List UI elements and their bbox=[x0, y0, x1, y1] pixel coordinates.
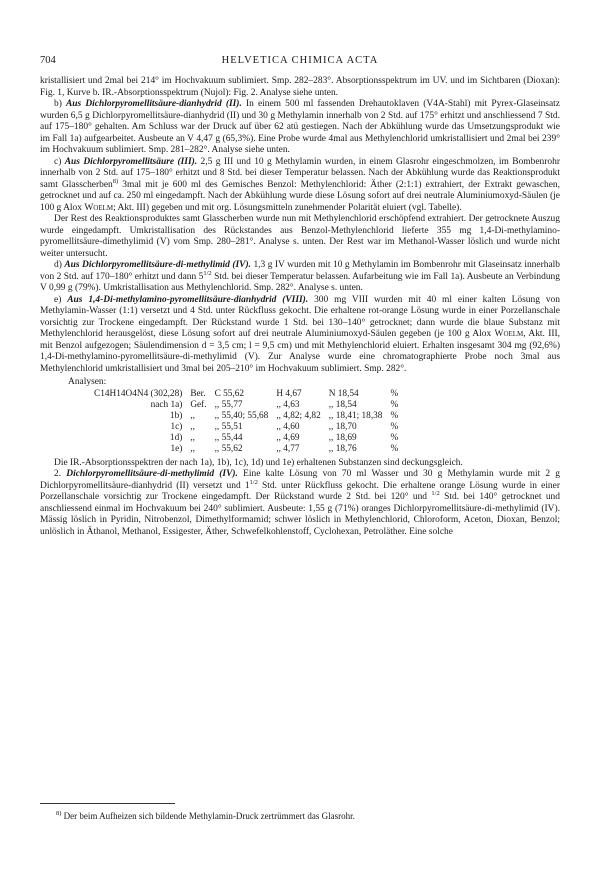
paragraph-d: d) Aus Dichlorpyromellitsäure-di-methylimid (IV). 1,3 g IV wurden mit 10 g Methylamin im Bombenrohr mit Glaseinsatz innerhalb von 2 Std. auf 170–180° erhitzt und dann $5^{1/2}$ Std. bei dieser Temperatur belassen. Aufarbeitung wie im Fall 1a). Ausbeute an Verbindung V 0,99 g (79%). Umkristallisation aus Methylenchlorid. Smp. 282°. Analyse s. unten. bbox=[40, 260, 560, 293]
analysis-kind: ,, bbox=[190, 443, 195, 454]
analysis-unit: % bbox=[390, 410, 399, 421]
subsection-heading-c: Aus Dichlorpyromellitsäure (III). bbox=[64, 156, 198, 167]
paragraph-continuation: kristallisiert und 2mal bei 214° im Hochvakuum sublimiert. Smp. 282–283°. Absorptionsspektrum im UV. und im Sichtbaren (Dioxan): Fig. 1, Kurve b. IR.-Absorptionsspektrum (Nujol): Fig. 2. Analyse siehe unten. bbox=[40, 76, 560, 98]
paragraph-b: b) Aus Dichlorpyromellitsäure-dianhydrid (II). In einem 500 ml fassenden Drehautoklaven (V4A-Stahl) mit Pyrex-Glaseinsatz wurden 6,5 g Dichlorpyromellitsäure-dianhydrid (II) und 30 g Methylamin innerhalb von 2 Std. auf 175° erhitzt und anschliessend 7 Std. auf 175–180° gehalten. Am Schluss war der Druck auf über 62 atü gestiegen. Nach der Abkühlung wurde das Umsetzungsprodukt wie im Fall 1a) aufgearbeitet. Ausbeute an V 4,47 g (65,3%). Eine Probe wurde 4mal aus Methylenchlorid umkristallisiert und 2mal bei 239° im Hochvakuum sublimiert. Smp. 281–282°. Analyse siehe unten. bbox=[40, 99, 560, 155]
analysis-nitrogen: ,, 18,54 bbox=[328, 399, 357, 410]
analysis-unit: % bbox=[390, 432, 399, 443]
analysis-hydrogen: ,, 4,77 bbox=[276, 443, 300, 454]
analysis-carbon: C 55,62 bbox=[214, 388, 245, 399]
analysis-label: 1e) bbox=[170, 443, 183, 454]
analysis-row bbox=[90, 422, 402, 433]
analyses-table bbox=[90, 389, 402, 455]
running-header bbox=[40, 55, 560, 69]
article-body bbox=[40, 76, 560, 538]
analysis-kind: ,, bbox=[190, 432, 195, 443]
analysis-hydrogen: ,, 4,69 bbox=[276, 432, 300, 443]
analysis-carbon: ,, 55,62 bbox=[214, 443, 243, 454]
analysis-carbon: ,, 55,44 bbox=[214, 432, 243, 443]
analysis-label: 1b) bbox=[169, 410, 183, 421]
analysis-kind: Gef. bbox=[190, 399, 207, 410]
analysis-unit: % bbox=[390, 443, 399, 454]
footnote-text: Der beim Aufheizen sich bildende Methylamin-Druck zertrümmert das Glasrohr. bbox=[63, 811, 355, 821]
footnote-divider bbox=[40, 803, 175, 804]
analysis-row bbox=[90, 433, 402, 444]
journal-title: HELVETICA CHIMICA ACTA bbox=[221, 55, 379, 66]
analysis-nitrogen: ,, 18,41; 18,38 bbox=[328, 410, 383, 421]
analysis-nitrogen: ,, 18,76 bbox=[328, 443, 357, 454]
analysis-unit: % bbox=[390, 388, 399, 399]
subsection-heading-b: Aus Dichlorpyromellitsäure-dianhydrid (II). bbox=[66, 99, 242, 109]
subsection-heading-d: Aus Dichlorpyromellitsäure-di-methylimid (IV). bbox=[64, 260, 251, 270]
analysis-formula: C14H14O4N4 (302,28) bbox=[94, 388, 183, 399]
footnote-ref: 8) bbox=[112, 177, 119, 185]
analysis-kind: ,, bbox=[190, 410, 195, 421]
analysis-kind: Ber. bbox=[190, 388, 206, 399]
analyses-label: Analysen: bbox=[68, 377, 107, 387]
footnote-mark: 8) bbox=[56, 810, 62, 817]
analysis-unit: % bbox=[390, 399, 399, 410]
analysis-hydrogen: ,, 4,82; 4,82 bbox=[276, 410, 321, 421]
section-heading-2: Dichlorpyromellitsäure-di-methylimid (IV). bbox=[66, 469, 238, 479]
analysis-kind: ,, bbox=[190, 421, 195, 432]
analysis-hydrogen: ,, 4,60 bbox=[276, 421, 300, 432]
analysis-label: nach 1a) bbox=[150, 399, 183, 410]
analysis-label: 1c) bbox=[170, 421, 183, 432]
paragraph-ir: Die IR.-Absorptionsspektren der nach 1a), 1b), 1c), 1d) und 1e) erhaltenen Substanzen sind deckungsgleich. bbox=[54, 457, 463, 468]
analysis-row bbox=[90, 411, 402, 422]
analysis-unit: % bbox=[390, 421, 399, 432]
analysis-row bbox=[90, 389, 402, 400]
analysis-carbon: ,, 55,51 bbox=[214, 421, 243, 432]
page-number: 704 bbox=[40, 55, 56, 66]
footnote bbox=[56, 811, 560, 822]
analysis-row bbox=[90, 400, 402, 411]
analysis-nitrogen: ,, 18,70 bbox=[328, 421, 357, 432]
analysis-carbon: ,, 55,40; 55,68 bbox=[214, 410, 269, 421]
analysis-nitrogen: ,, 18,69 bbox=[328, 432, 357, 443]
analysis-row bbox=[90, 444, 402, 455]
analysis-label: 1d) bbox=[169, 432, 183, 443]
analysis-carbon: ,, 55,77 bbox=[214, 399, 243, 410]
paragraph-c: c) Aus Dichlorpyromellitsäure (III). 2,5 g III und 10 g Methylamin wurden, in einem Glasrohr eingeschmolzen, im Bombenrohr innerhalb von 2 Std. auf 175–180° erhitzt und 8 Std. bei dieser Temperatur belassen. Nach der Abkühlung wurde das Reaktionsprodukt samt Glasscherben$^{8)}$ 3mal mit je 600 ml des Gemisches Benzol: Methylenchlorid: Äther (2:1:1) extrahiert, der Extrakt gewaschen, getrocknet und auf ca. 250 ml eingedampft. Nach der Abkühlung wurde diese Lösung sofort auf drei neutrale Aluminiumoxyd-Säulen (je 100 g Alox Woelm; Akt. III) gegeben und mit org. Lösungsmitteln zunehmender Polarität eluiert (vgl. Tabelle). bbox=[40, 156, 560, 213]
paragraph-e: e) Aus 1,4-Di-methylamino-pyromellitsäure-dianhydrid (VIII). 300 mg VIII wurden mit 40 ml einer kalten Lösung von Methylamin-Wasser (1:1) versetzt und 4 Std. unter Rückfluss gekocht. Die erhaltene rot-orange Lösung wurde in einer Porzellanschale vorsichtig zur Trockene eingedampft. Der Rückstand wurde 1 Std. bei 130–140° getrocknet; dann wurde die blaue Substanz mit Methylenchlorid herausgelöst, diese Lösung sofort auf drei neutrale Aluminiumoxyd-Säulen gegeben (je 100 g Alox Woelm, Akt. III, mit Benzol aufgezogen; Säulendimension d = 3,5 cm; l = 9,5 cm) und mit Methylenchlorid eluiert. Erhalten insgesamt 304 mg (92,6%) 1,4-Di-methylamino-pyromellitsäure-di-methylimid (V). Zur Analyse wurde eine chromatographierte Probe noch 3mal aus Methylenchlorid umkristallisiert und 3mal bei 205–210° im Hochvakuum sublimiert. Smp. 282°. bbox=[40, 294, 560, 374]
subsection-heading-e: Aus 1,4-Di-methylamino-pyromellitsäure-dianhydrid (VIII). bbox=[67, 294, 309, 305]
analysis-hydrogen: H 4,67 bbox=[276, 388, 302, 399]
paragraph-rest: Der Rest des Reaktionsproduktes samt Glasscherben wurde nun mit Methylenchlorid erschöpfend extrahiert. Der getrocknete Auszug wurde eingedampft. Umkristallisation des Rückstandes aus Benzol-Methylenchlorid lieferte 355 mg 1,4-Di-methylamino-pyromellitsäure-dimethylimid (V) vom Smp. 280–281°. Analyse s. unten. Der Rest war im Methanol-Wasser löslich und wurde nicht weiter untersucht. bbox=[40, 214, 560, 259]
analysis-hydrogen: ,, 4,63 bbox=[276, 399, 300, 410]
paragraph-section-2: 2. Dichlorpyromellitsäure-di-methylimid (IV). Eine kalte Lösung von 70 ml Wasser und 30 g Methylamin wurde mit 2 g Dichlorpyromellitsäure-dianhydrid (II) versetzt und $1^{1/2}$ Std. unter Rückfluss gekocht. Die erhaltene orange Lösung wurde in einer Porzellanschale vorsichtig zur Trockene eingedampft. Der Rückstand wurde 2 Std. bei 120° und $^{1/2}$ Std. bei 140° getrocknet und anschliessend einmal im Hochvakuum bei 240° sublimiert. Ausbeute: 1,55 g (71%) oranges Dichlorpyromellitsäure-di-methylimid (IV). Mässig löslich in Pyridin, Nitrobenzol, Dimethylformamid; schwer löslich in Methylenchlorid, Chloroform, Aceton, Dioxan, Benzol; unlöslich in Äthanol, Methanol, Essigester, Äther, Schwefelkohlenstoff, Cyclohexan, Petroläther. Eine solche bbox=[40, 469, 560, 537]
analysis-nitrogen: N 18,54 bbox=[328, 388, 359, 399]
